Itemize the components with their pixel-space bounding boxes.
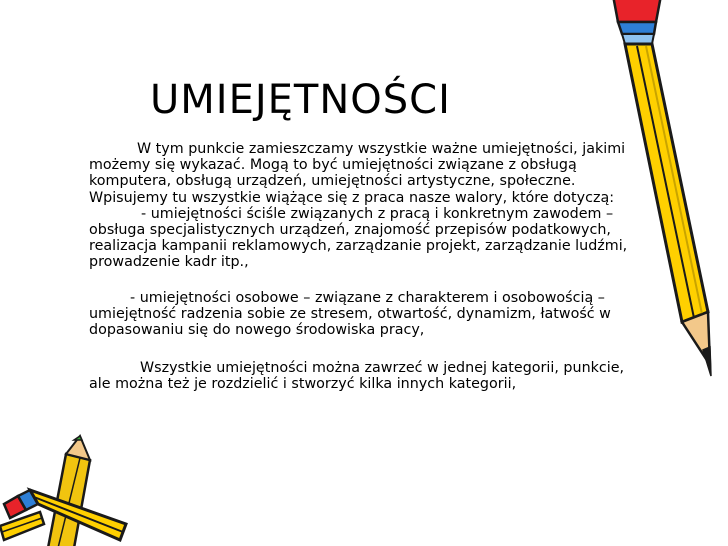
paragraph-personal-skills bbox=[89, 290, 664, 339]
text-line: umiejętność radzenia sobie ze stresem, otwartość, dynamizm, łatwość w bbox=[89, 305, 611, 322]
text-line: komputera, obsługą urządzeń, umiejętności artystyczne, społeczne. bbox=[89, 173, 576, 190]
slide-body bbox=[89, 141, 664, 393]
text-line: obsługa specjalistycznych urządzeń, znajomość przepisów podatkowych, bbox=[89, 222, 611, 239]
pencil-icon bbox=[590, 0, 728, 388]
text-line: ale można też je rozdzielić i stworzyć kilka innych kategorii, bbox=[89, 376, 517, 393]
paragraph-summary bbox=[89, 360, 664, 392]
text-line: możemy się wykazać. Mogą to być umiejętności związane z obsługą bbox=[89, 157, 577, 174]
paragraph-intro bbox=[89, 141, 664, 206]
text-line: W tym punkcie zamieszczamy wszystkie ważne umiejętności, jakimi bbox=[137, 141, 626, 157]
text-line: - umiejętności osobowe – związane z charakterem i osobowością – bbox=[130, 289, 605, 306]
text-line: realizacja kampanii reklamowych, zarządzanie projekt, zarządzanie ludźmi, bbox=[89, 238, 628, 255]
text-line: Wszystkie umiejętności można zawrzeć w jednej kategorii, punkcie, bbox=[140, 360, 625, 377]
slide-title: UMIEJĘTNOŚCI bbox=[150, 77, 451, 123]
text-line: dopasowaniu się do nowego środowiska pracy, bbox=[89, 322, 425, 339]
text-line: prowadzenie kadr itp., bbox=[89, 254, 249, 271]
crossed-pencils-icon bbox=[0, 436, 140, 546]
paragraph-professional-skills bbox=[89, 206, 664, 271]
text-line: - umiejętności ściśle związanych z pracą i konkretnym zawodem – bbox=[141, 205, 614, 222]
text-line: Wpisujemy tu wszystkie wiążące się z praca nasze walory, które dotyczą: bbox=[89, 189, 615, 206]
